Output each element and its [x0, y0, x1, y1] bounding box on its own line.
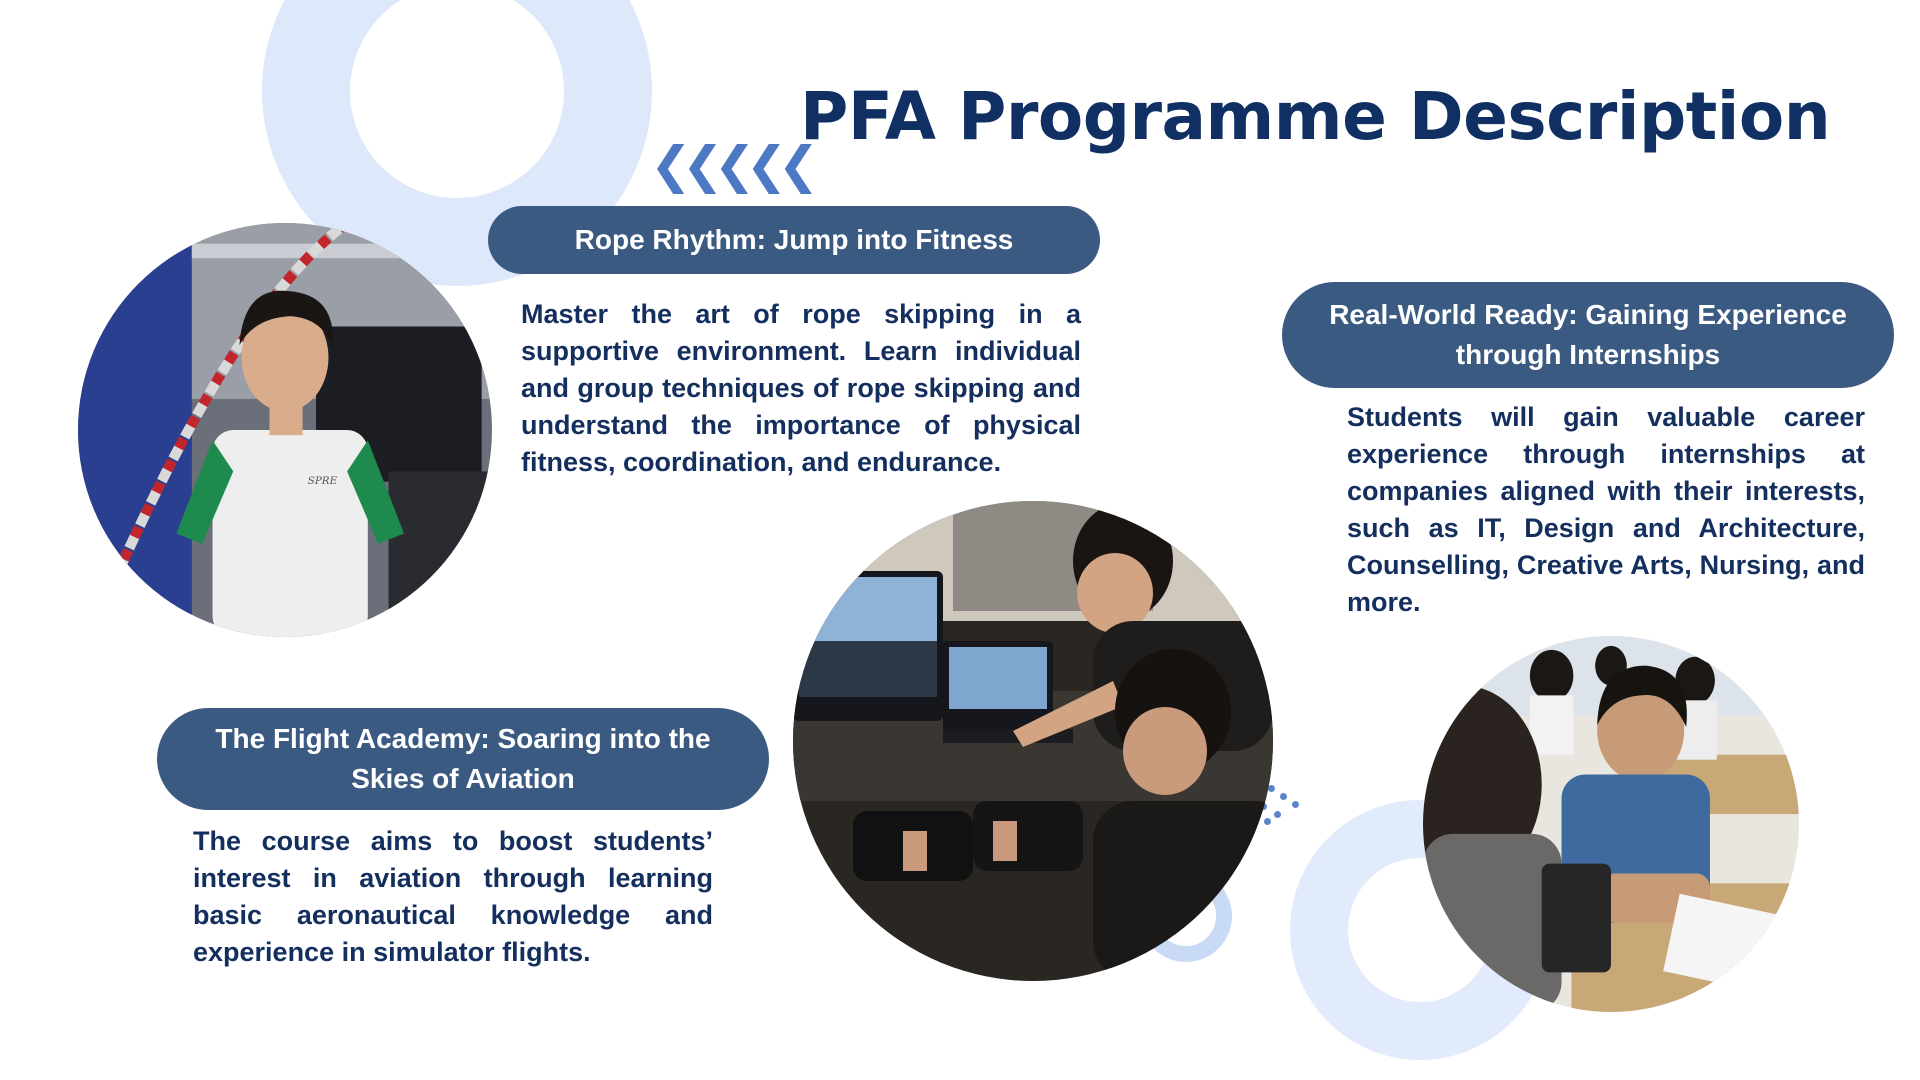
chevrons-icon: ❮❮❮❮❮: [650, 136, 810, 194]
shirt-print-text: SPRE: [307, 474, 338, 487]
internship-photo: [1423, 636, 1799, 1012]
flight-academy-heading: The Flight Academy: Soaring into the Skies of Aviation: [157, 708, 769, 810]
internship-heading: Real-World Ready: Gaining Experience through Internships: [1282, 282, 1894, 388]
flight-academy-description: The course aims to boost students’ interest in aviation through learning basic aeronautical knowledge and experience in simulator flights.: [193, 826, 713, 967]
rope-rhythm-heading: Rope Rhythm: Jump into Fitness: [488, 206, 1100, 274]
page-title: PFA Programme Description: [800, 78, 1831, 155]
rope-rhythm-description: Master the art of rope skipping in a supportive environment. Learn individual and group techniques of rope skipping and understand the importance of physical fitness, coordination, and endurance.: [521, 299, 1081, 477]
rope-skipping-photo: [78, 223, 492, 637]
flight-simulator-photo: [793, 501, 1273, 981]
internship-description: Students will gain valuable career experience through internships at companies aligned with their interests, such as IT, Design and Architecture, Counselling, Creative Arts, Nursing, and more.: [1347, 402, 1865, 617]
